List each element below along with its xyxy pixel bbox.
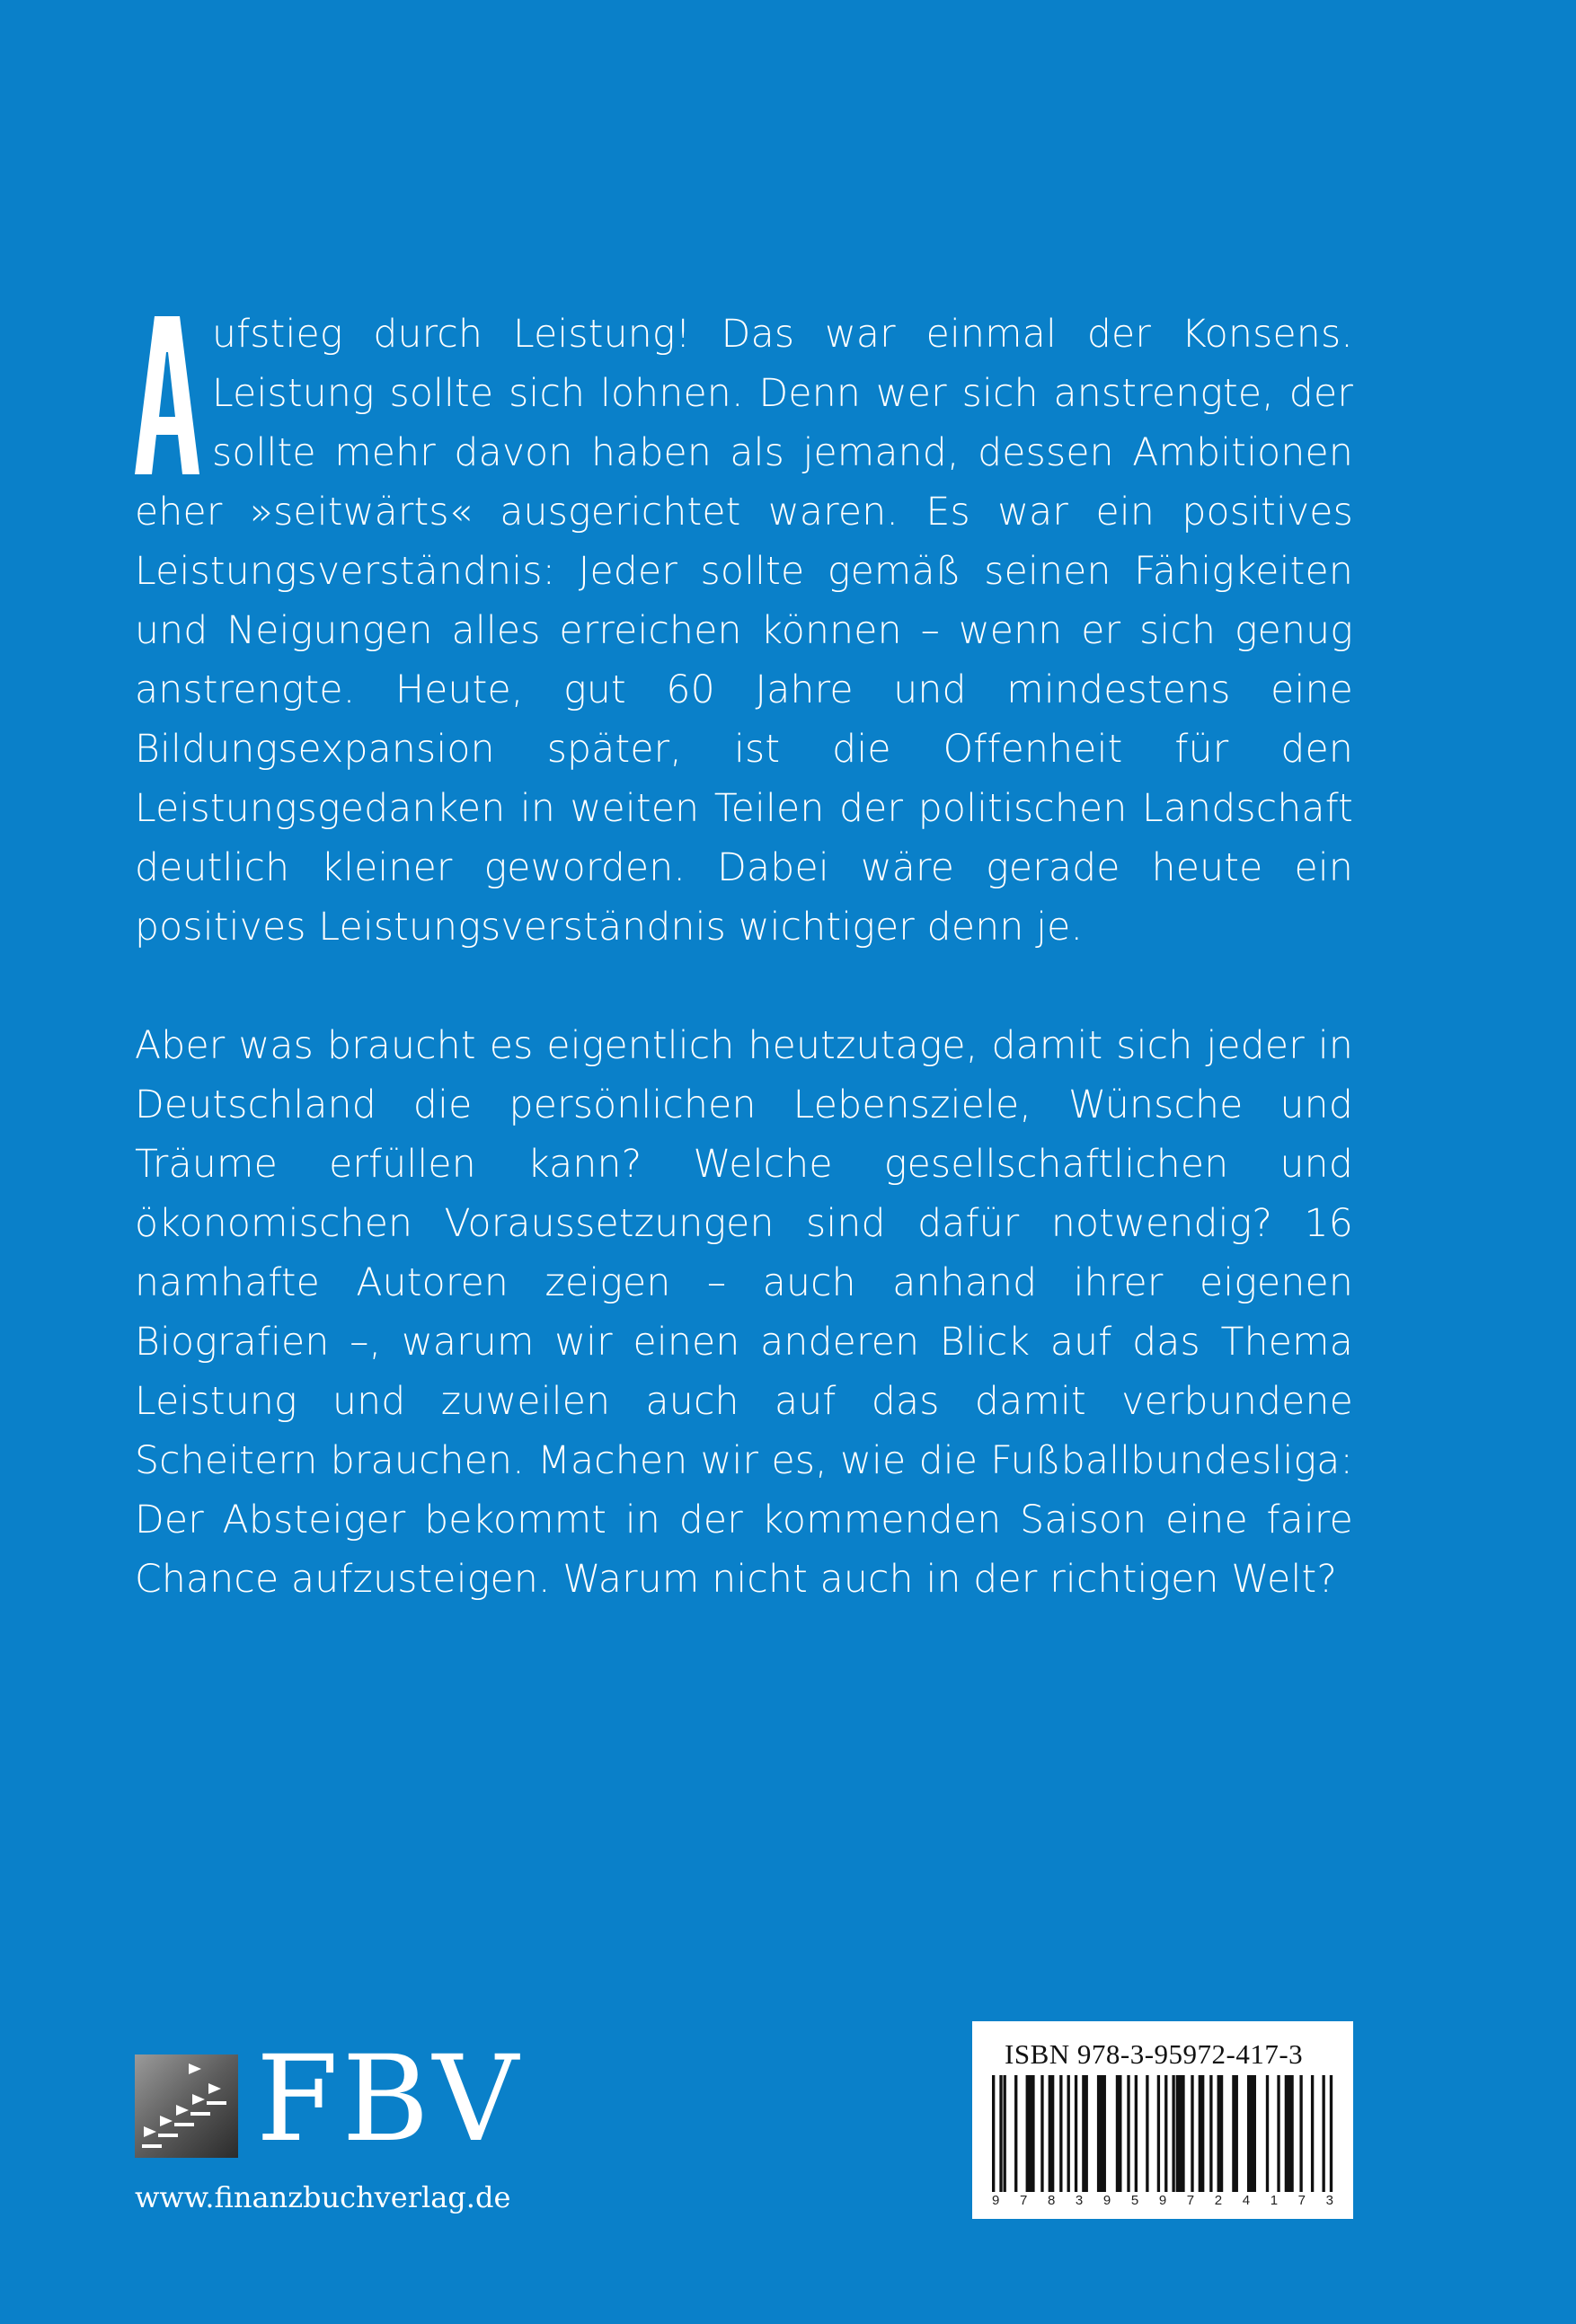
barcode-bar	[1277, 2075, 1279, 2192]
barcode-digit: 9	[992, 2193, 1000, 2208]
barcode-bar	[1146, 2075, 1148, 2192]
barcode-bar	[1116, 2075, 1122, 2192]
barcode-bar	[1322, 2075, 1324, 2192]
barcode-digit: 7	[1019, 2193, 1028, 2208]
drop-cap	[135, 316, 199, 474]
barcode-digit: 4	[1242, 2193, 1251, 2208]
barcode-bar	[1247, 2075, 1256, 2192]
barcode-bar	[1059, 2075, 1062, 2192]
barcode-bar	[1067, 2075, 1070, 2192]
barcode-bar	[1097, 2075, 1106, 2192]
blurb	[135, 305, 1353, 1610]
barcode-bar	[1082, 2075, 1088, 2192]
barcode-bar	[1285, 2075, 1294, 2192]
barcode-digit: 9	[1158, 2193, 1167, 2208]
barcode-bar	[1209, 2075, 1212, 2192]
publisher-logo	[135, 2030, 548, 2230]
barcode-digit: 7	[1297, 2193, 1306, 2208]
barcode-bar	[1040, 2075, 1043, 2192]
barcode-bar	[1266, 2075, 1269, 2192]
publisher-name: FBV	[256, 2030, 522, 2169]
blurb-paragraph-2: Aber was braucht es eigentlich heutzutage, damit sich jeder in Deutschland die persönlichen Lebensziele, Wünsche und Träume erfüllen kann? Welche gesellschaftlichen und ökonomischen Voraussetzungen sind dafür notwendig? 16 namhafte Autoren zeigen – auch anhand ihrer eigenen Biografien –, warum wir einen anderen Blick auf das Thema Leistung und zuweilen auch auf das damit verbundene Scheitern brauchen. Machen wir es, wie die Fußballbundesliga: Der Absteiger bekommt in der kommenden Saison eine faire Chance aufzusteigen. Warum nicht auch in der richtigen Welt?	[135, 1024, 1353, 1602]
barcode-bar	[1217, 2075, 1224, 2192]
isbn-barcode	[972, 2021, 1353, 2219]
barcode-bar	[1191, 2075, 1193, 2192]
barcode-bar	[1127, 2075, 1129, 2192]
stairs-flags-icon	[135, 2054, 238, 2158]
barcode-bar	[1026, 2075, 1035, 2192]
barcode-digit: 2	[1214, 2193, 1223, 2208]
barcode-bar	[1049, 2075, 1055, 2192]
barcode-bar	[1299, 2075, 1302, 2192]
barcode-bar	[1135, 2075, 1138, 2192]
barcode-bar	[1199, 2075, 1205, 2192]
barcode-digit: 3	[1325, 2193, 1333, 2208]
barcode-bar	[1075, 2075, 1077, 2192]
barcode-digit: 7	[1186, 2193, 1195, 2208]
barcode-bar	[1330, 2075, 1333, 2192]
barcode-bar	[1164, 2075, 1167, 2192]
blurb-paragraph-1	[135, 305, 1353, 958]
drop-cap-letter	[135, 316, 199, 474]
barcode-digit: 1	[1270, 2193, 1279, 2208]
barcode-bar	[1176, 2075, 1185, 2192]
barcode-bar	[1014, 2075, 1017, 2192]
barcode-digit: 8	[1047, 2193, 1056, 2208]
barcode-bar	[1232, 2075, 1238, 2192]
barcode-digits	[992, 2194, 1333, 2208]
barcode-bar	[999, 2075, 1002, 2192]
barcode-digit: 3	[1075, 2193, 1084, 2208]
barcode-bar	[1157, 2075, 1160, 2192]
publisher-url: www.finanzbuchverlag.de	[135, 2180, 511, 2214]
barcode-bar	[1311, 2075, 1314, 2192]
isbn-label: ISBN 978-3-95972-417-3	[1005, 2038, 1304, 2070]
blurb-paragraph-1-text: ufstieg durch Leistung! Das war einmal der Konsens. Leistung sollte sich lohnen. Denn wer sich anstrengte, der sollte mehr davon haben als jemand, dessen Ambitionen eher »seitwärts« ausgerichtet waren. Es war ein positives Leistungsverständnis: Jeder sollte gemäß seinen Fähigkeiten und Neigungen alles erreichen können – wenn er sich genug anstrengte. Heute, gut 60 Jahre und mindestens eine Bildungsexpansion später, ist die Offenheit für den Leistungsgedanken in weiten Teilen der politischen Landschaft deutlich kleiner geworden. Dabei wäre gerade heute ein positives Leistungsverständnis wichtiger denn je.	[135, 313, 1353, 950]
barcode-digit: 9	[1102, 2193, 1111, 2208]
barcode-bar	[1172, 2075, 1174, 2192]
barcode-bar	[992, 2075, 995, 2192]
barcode-bars	[992, 2075, 1333, 2192]
barcode-digit: 5	[1130, 2193, 1139, 2208]
barcode-bar	[1004, 2075, 1006, 2192]
